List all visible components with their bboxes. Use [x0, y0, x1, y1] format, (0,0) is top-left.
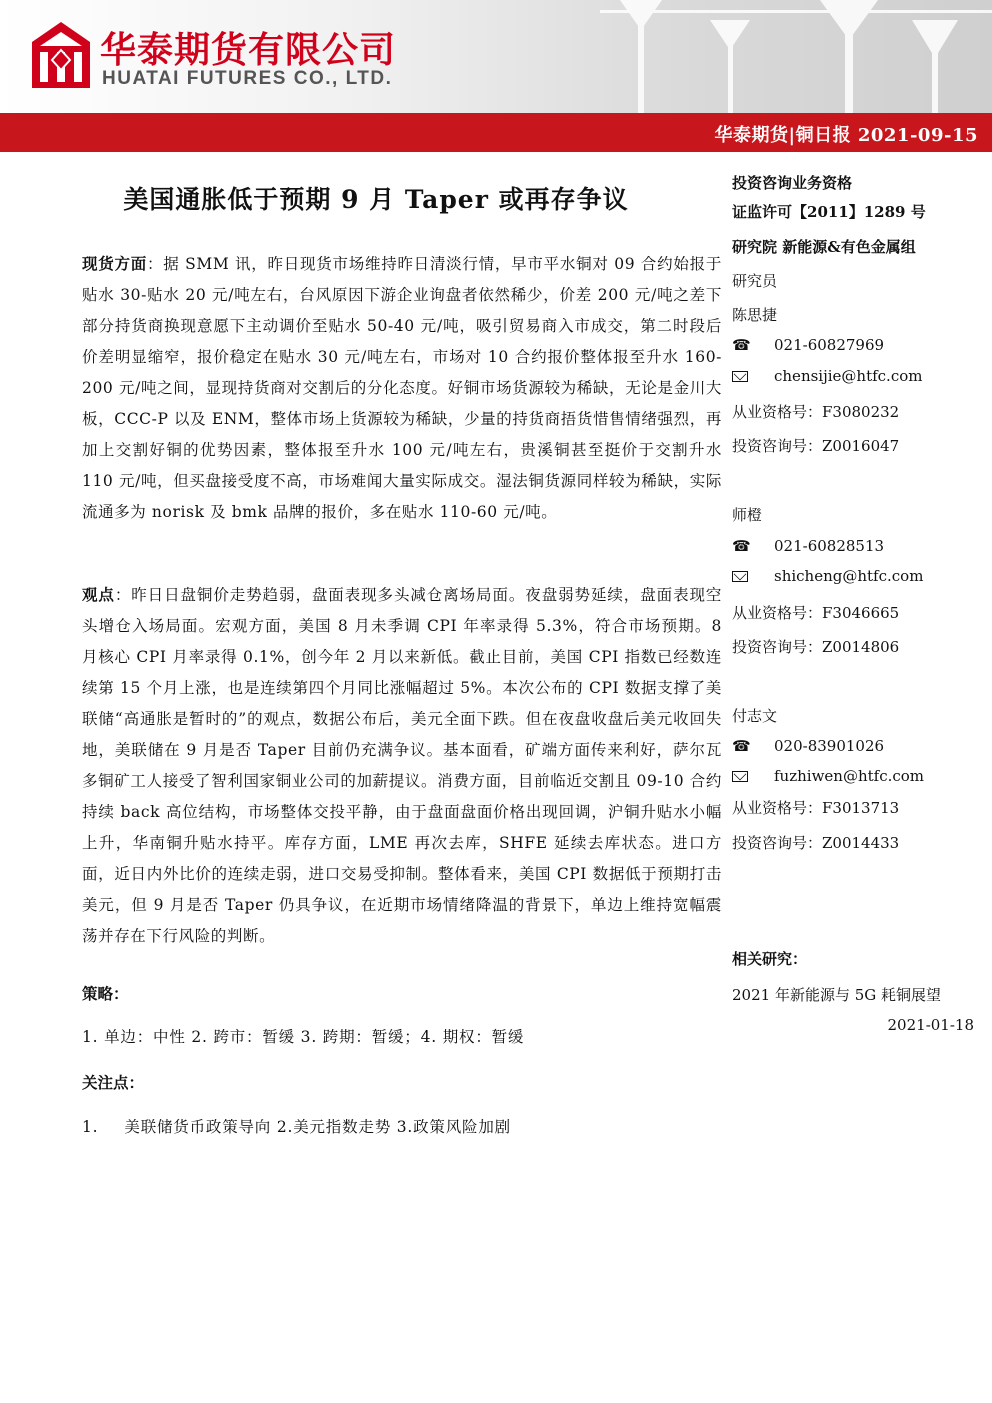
spot-paragraph	[82, 248, 722, 528]
report-bar-text: 华泰期货|铜日报 2021-09-15	[714, 125, 978, 146]
spot-label: 现货方面	[82, 254, 147, 273]
related-title[interactable]: 2021 年新能源与 5G 耗铜展望	[732, 986, 942, 1004]
analyst-phone: 021-60827969	[774, 336, 885, 354]
focus-text: 美联储货币政策导向 2.美元指数走势 3.政策风险加剧	[124, 1118, 511, 1136]
mail-icon	[732, 367, 768, 385]
phone-icon: ☎	[732, 336, 751, 354]
view-text: ：昨日日盘铜价走势趋弱，盘面表现多头减仓离场局面。夜盘弱势延续，盘面表现空头增仓入场局面。宏观方面，美国 8 月未季调 CPI 年率录得 5.3%，符合市场预期。8 月核心 CPI 月率录得 0.1%，创今年 2 月以来新低。截止目前，美国 CPI 指数已经数连续第 15 个月上涨，也是连续第四个月同比涨幅超过 5%。本次公布的 CPI 数据支撑了美联储“高通胀是暂时的”的观点，数据公布后，美元全面下跌。但在夜盘收盘后美元收回失地，美联储在 9 月是否 Taper 目前仍充满争议。基本面看，矿端方面传来利好，萨尔瓦多铜矿工人接受了智利国家铜业公司的加薪提议。消费方面，目前临近交割且 09-10 合约持续 back 高位结构，市场整体交投平静，由于盘面盘面价格出现回调，沪铜升贴水小幅上升，华南铜升贴水持平。库存方面，LME 再次去库，SHFE 延续去库状态。进口方面，近日内外比价的连续走弱，进口交易受抑制。整体看来，美国 CPI 数据低于预期打击美元，但 9 月是否 Taper 仍具争议，在近期市场情绪降温的背景下，单边上维持宽幅震荡并存在下行风险的判断。	[82, 586, 723, 945]
analyst-phone-row	[732, 336, 885, 354]
analyst-name: 付志文	[732, 707, 778, 725]
mail-icon	[732, 767, 768, 785]
analyst-email[interactable]: shicheng@htfc.com	[774, 567, 924, 585]
company-name-en: HUATAI FUTURES CO., LTD.	[102, 68, 393, 89]
spot-text: ：据 SMM 讯，昨日现货市场维持昨日清淡行情，早市平水铜对 09 合约始报于贴水 30-贴水 20 元/吨左右，台风原因下游企业询盘者依然稀少，价差 200 元/吨之差下部分持货商换现意愿下主动调价至贴水 50-40 元/吨，吸引贸易商入市成交，第二时段后价差明显缩窄，报价稳定在贴水 30 元/吨左右，市场对 10 合约报价整体报至升水 160-200 元/吨之间，显现持货商对交割后的分化态度。好铜市场货源较为稀缺，无论是金川大板，CCC-P 以及 ENM，整体市场上货源较为稀缺，少量的持货商捂货惜售情绪强烈，再加上交割好铜的优势因素，整体报至升水 100 元/吨左右，贵溪铜甚至挺价于交割升水 110 元/吨，但买盘接受度不高，市场难闻大量实际成交。湿法铜货源同样较为稀缺，实际流通多为 norisk 及 bmk 品牌的报价，多在贴水 110-60 元/吨。	[82, 255, 722, 521]
analyst-consult: 投资咨询号：Z0014806	[732, 638, 900, 656]
analyst-phone-row	[732, 537, 885, 555]
analyst-consult: 投资咨询号：Z0016047	[732, 437, 900, 455]
focus-number: 1.	[82, 1118, 99, 1136]
analyst-name: 陈思捷	[732, 306, 778, 324]
focus-line	[82, 1115, 511, 1137]
huatai-logo-icon	[30, 20, 92, 90]
phone-icon: ☎	[732, 537, 751, 555]
department: 研究院 新能源&有色金属组	[732, 238, 916, 256]
qualification-line2: 证监许可【2011】1289 号	[732, 203, 926, 221]
analyst-email[interactable]: chensijie@htfc.com	[774, 367, 923, 385]
analyst-email[interactable]: fuzhiwen@htfc.com	[774, 767, 925, 785]
analyst-consult: 投资咨询号：Z0014433	[732, 834, 900, 852]
analyst-name: 师橙	[732, 506, 763, 524]
phone-icon: ☎	[732, 737, 751, 755]
strategy-heading: 策略：	[82, 984, 129, 1003]
related-date: 2021-01-18	[887, 1016, 974, 1034]
analyst-cert: 从业资格号：F3013713	[732, 799, 900, 817]
analyst-phone: 021-60828513	[774, 537, 885, 555]
view-label: 观点	[82, 585, 115, 604]
role-label: 研究员	[732, 272, 778, 290]
qualification-line1: 投资咨询业务资格	[732, 174, 853, 192]
analyst-email-row	[732, 367, 923, 385]
analyst-email-row	[732, 767, 925, 785]
strategy-line: 1. 单边：中性 2. 跨市：暂缓 3. 跨期：暂缓；4. 期权：暂缓	[82, 1028, 525, 1046]
analyst-email-row	[732, 567, 924, 585]
article-title: 美国通胀低于预期 9 月 Taper 或再存争议	[123, 185, 629, 214]
header-decoration	[600, 0, 992, 113]
related-heading: 相关研究：	[732, 950, 808, 968]
page-header	[0, 0, 992, 113]
company-name-cn: 华泰期货有限公司	[100, 30, 397, 71]
analyst-phone-row	[732, 737, 885, 755]
focus-heading: 关注点：	[82, 1073, 145, 1092]
analyst-cert: 从业资格号：F3046665	[732, 604, 900, 622]
analyst-cert: 从业资格号：F3080232	[732, 403, 900, 421]
view-paragraph	[82, 579, 722, 952]
mail-icon	[732, 567, 768, 585]
article-main	[82, 180, 722, 216]
analyst-phone: 020-83901026	[774, 737, 885, 755]
